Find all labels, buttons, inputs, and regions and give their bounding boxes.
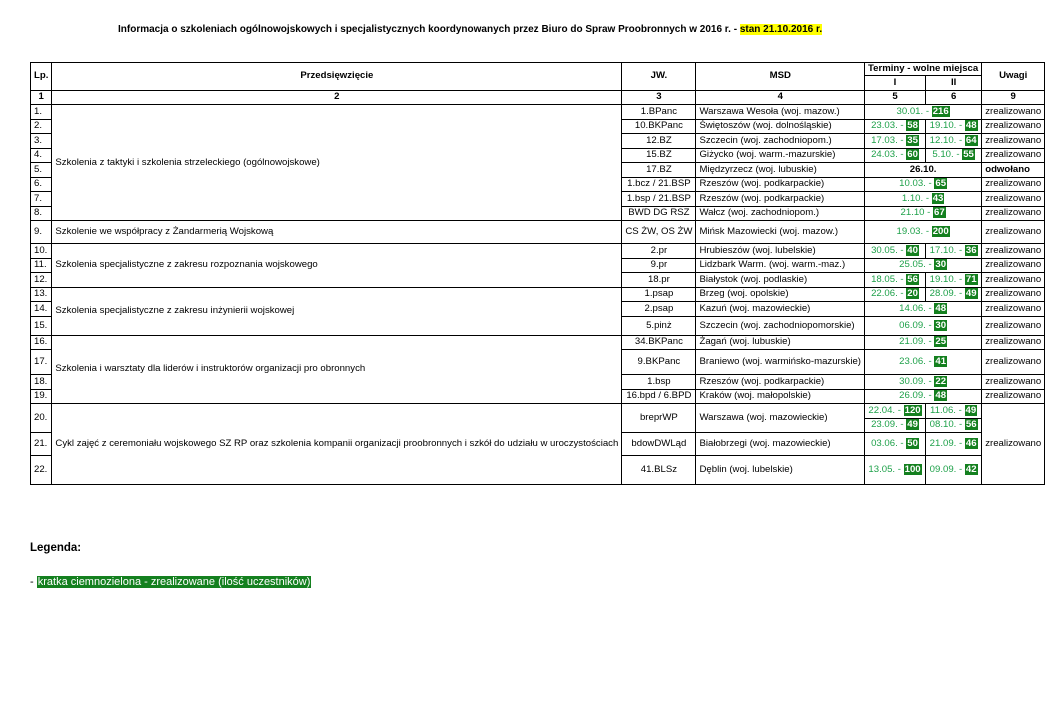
term-1-date: 25.05. -	[899, 259, 935, 271]
row-term	[865, 375, 982, 390]
row-uwagi: zrealizowano	[982, 375, 1045, 390]
term-1-date: 30.09. -	[899, 375, 935, 387]
row-term-1	[865, 119, 926, 134]
row-lp: 3.	[31, 134, 52, 149]
row-lp: 1.	[31, 105, 52, 120]
row-uwagi: zrealizowano	[982, 302, 1045, 317]
row-uwagi: zrealizowano	[982, 177, 1045, 192]
term-2-count: 64	[965, 134, 977, 146]
term-2-count: 46	[965, 438, 977, 449]
row-msd: Szczecin (woj. zachodniopomorskie)	[696, 316, 865, 335]
row-lp: 19.	[31, 389, 52, 404]
row-msd: Rzeszów (woj. podkarpackie)	[696, 177, 865, 192]
term-1-count: 40	[907, 244, 918, 256]
row-uwagi: zrealizowano	[982, 119, 1045, 134]
row-lp: 4.	[31, 148, 52, 163]
row-msd: Rzeszów (woj. podkarpackie)	[696, 375, 865, 390]
row-lp: 16.	[31, 335, 52, 350]
term-1-date: 13.05. -	[868, 464, 904, 475]
term-1-count: 65	[935, 178, 947, 190]
row-uwagi: zrealizowano	[982, 316, 1045, 335]
row-term-2	[926, 404, 982, 419]
header-uwagi: Uwagi	[982, 63, 1045, 91]
row-lp: 7.	[31, 192, 52, 207]
term-2-date: 17.10. -	[929, 244, 965, 256]
group-label: Cykl zajęć z ceremoniału wojskowego SZ RP oraz szkolenia kompanii organizacji proobronnych i szkół do udziału w uroczystościach	[52, 404, 622, 485]
row-term	[865, 177, 982, 192]
row-term-2	[926, 456, 982, 485]
term-1-date: 21.10 -	[900, 207, 934, 219]
legend-dash: -	[30, 576, 37, 588]
row-term-1	[865, 244, 926, 259]
row-lp: 21.	[31, 433, 52, 456]
term-2-count: 49	[965, 404, 977, 416]
term-1-date: 10.03. -	[899, 178, 935, 190]
row-term-1	[865, 273, 926, 288]
row-term	[865, 335, 982, 350]
row-jw: 12.BZ	[622, 134, 696, 149]
row-term	[865, 105, 982, 120]
row-lp: 9.	[31, 221, 52, 244]
row-uwagi: zrealizowano	[982, 105, 1045, 120]
row-msd: Braniewo (woj. warmińsko-mazurskie)	[696, 350, 865, 375]
row-jw: CS ŻW, OS ŻW	[622, 221, 696, 244]
row-msd: Warszawa (woj. mazowieckie)	[696, 404, 865, 433]
header-msd: MSD	[696, 63, 865, 91]
row-jw: breprWP	[622, 404, 696, 433]
legend-item	[30, 576, 311, 588]
row-jw: 9.pr	[622, 258, 696, 273]
term-2-date: 12.10. -	[929, 134, 965, 146]
row-msd: Szczecin (woj. zachodniopom.)	[696, 134, 865, 149]
term-1-count: 30	[935, 319, 947, 331]
term-1-count: 50	[907, 438, 918, 449]
term-1-date: 1.10. -	[901, 192, 932, 204]
term-1-count: 48	[935, 390, 947, 402]
term-1-count: 100	[904, 464, 921, 475]
row-lp: 6.	[31, 177, 52, 192]
row-term-2	[926, 134, 982, 149]
term-2-date: 11.06. -	[930, 404, 965, 416]
row-msd: Kraków (woj. małopolskie)	[696, 389, 865, 404]
row-msd: Dęblin (woj. lubelskie)	[696, 456, 865, 485]
row-uwagi: odwołano	[982, 163, 1045, 178]
row-lp: 2.	[31, 119, 52, 134]
term-1-count: 60	[907, 149, 918, 161]
row-term-1	[865, 404, 926, 419]
row-uwagi: zrealizowano	[982, 148, 1045, 163]
row-msd: Żagań (woj. lubuskie)	[696, 335, 865, 350]
term-2-date: 19.10. -	[929, 273, 965, 285]
row-term-1	[865, 433, 926, 456]
term-1-count: 22	[935, 375, 947, 387]
row-term	[865, 192, 982, 207]
term-1-date: 22.04. -	[868, 404, 904, 416]
row-lp: 17.	[31, 350, 52, 375]
page-title	[118, 24, 822, 35]
title-main: Informacja o szkoleniach ogólnowojskowych i specjalistycznych koordynowanych przez Biuro do Spraw Proobronnych w 2016 r. -	[118, 24, 740, 35]
term-1-date: 14.06. -	[899, 302, 935, 314]
row-term-2	[926, 273, 982, 288]
term-1-date: 23.06. -	[899, 356, 935, 367]
row-lp: 15.	[31, 316, 52, 335]
trainings-table	[30, 62, 1045, 485]
row-uwagi: zrealizowano	[982, 287, 1045, 302]
term-2-date: 19.10. -	[929, 120, 965, 132]
colnum-9: 9	[982, 90, 1045, 105]
term-2-date: 09.09. -	[929, 464, 965, 475]
row-msd: Białystok (woj. podlaskie)	[696, 273, 865, 288]
legend-green-box: kratka ciemnozielona - zrealizowane (ilość uczestników)	[37, 576, 311, 588]
row-jw: 1.psap	[622, 287, 696, 302]
row-msd: Wałcz (woj. zachodniopom.)	[696, 206, 865, 221]
row-uwagi: zrealizowano	[982, 206, 1045, 221]
row-term-2	[926, 148, 982, 163]
header-przedsiewziecie: Przedsięwzięcie	[52, 63, 622, 91]
term-1-count: 20	[907, 288, 918, 300]
term-2-count: 48	[965, 120, 977, 132]
term-1-date: 06.09. -	[899, 319, 935, 331]
row-lp: 12.	[31, 273, 52, 288]
colnum-4: 4	[696, 90, 865, 105]
row-lp: 8.	[31, 206, 52, 221]
row-term	[865, 350, 982, 375]
row-jw: 15.BZ	[622, 148, 696, 163]
term-1-date: 23.09. -	[871, 419, 907, 431]
row-msd: Świętoszów (woj. dolnośląskie)	[696, 119, 865, 134]
term-2-count: 55	[963, 149, 974, 161]
term-2-date: 08.10. -	[929, 419, 965, 431]
group-label: Szkolenia specjalistyczne z zakresu rozpoznania wojskowego	[52, 244, 622, 288]
term-2-count: 71	[965, 273, 977, 285]
term-1-date: 22.06. -	[871, 288, 907, 300]
row-term-2	[926, 244, 982, 259]
row-jw: BWD DG RSZ	[622, 206, 696, 221]
table-row	[31, 221, 1045, 244]
row-uwagi: zrealizowano	[982, 350, 1045, 375]
group-label: Szkolenia i warsztaty dla liderów i instruktorów organizacji pro obronnych	[52, 335, 622, 404]
row-lp: 5.	[31, 163, 52, 178]
row-uwagi: zrealizowano	[982, 335, 1045, 350]
term-1-count: 48	[935, 302, 947, 314]
row-msd: Lidzbark Warm. (woj. warm.-maz.)	[696, 258, 865, 273]
term-1-date: 24.03. -	[871, 149, 907, 161]
header-jw: JW.	[622, 63, 696, 91]
row-jw: 1.bsp / 21.BSP	[622, 192, 696, 207]
term-1-date: 03.06. -	[871, 438, 907, 449]
group-label: Szkolenie we współpracy z Żandarmerią Wojskową	[52, 221, 622, 244]
term-2-date: 5.10. -	[932, 149, 963, 161]
header-term-2: II	[926, 76, 982, 91]
row-term: 26.10.	[865, 163, 982, 178]
row-msd: Rzeszów (woj. podkarpackie)	[696, 192, 865, 207]
header-lp: Lp.	[31, 63, 52, 91]
term-1-count: 43	[932, 192, 944, 204]
term-1-count: 25	[935, 336, 947, 348]
colnum-1: 1	[31, 90, 52, 105]
group-label: Szkolenia specjalistyczne z zakresu inżynierii wojskowej	[52, 287, 622, 335]
row-jw: 10.BKPanc	[622, 119, 696, 134]
row-lp: 18.	[31, 375, 52, 390]
term-2-date: 28.09. -	[929, 288, 965, 300]
term-1-count: 56	[907, 273, 918, 285]
row-msd: Brzeg (woj. opolskie)	[696, 287, 865, 302]
row-term	[865, 316, 982, 335]
row-jw: 34.BKPanc	[622, 335, 696, 350]
header-terminy: Terminy - wolne miejsca	[865, 63, 982, 76]
row-msd: Międzyrzecz (woj. lubuskie)	[696, 163, 865, 178]
header-row	[31, 63, 1045, 76]
term-2-count: 49	[965, 288, 977, 300]
term-1-date: 17.03. -	[871, 134, 907, 146]
row-jw: 41.BLSz	[622, 456, 696, 485]
row-term	[865, 221, 982, 244]
row-term-2	[926, 287, 982, 302]
row-jw: bdowDWLąd	[622, 433, 696, 456]
term-2-count: 36	[965, 244, 977, 256]
table-row	[31, 287, 1045, 302]
row-term-1	[865, 418, 926, 433]
term-1-count: 35	[907, 134, 918, 146]
colnum-2: 2	[52, 90, 622, 105]
row-uwagi: zrealizowano	[982, 134, 1045, 149]
term-1-count: 67	[934, 207, 945, 219]
row-msd: Kazuń (woj. mazowieckie)	[696, 302, 865, 317]
row-term	[865, 206, 982, 221]
table-row	[31, 244, 1045, 259]
row-lp: 22.	[31, 456, 52, 485]
colnum-3: 3	[622, 90, 696, 105]
term-1-date: 21.09. -	[899, 336, 935, 348]
term-1-count: 49	[907, 419, 918, 431]
row-jw: 16.bpd / 6.BPD	[622, 389, 696, 404]
term-1-date: 23.03. -	[871, 120, 907, 132]
row-lp: 13.	[31, 287, 52, 302]
row-jw: 18.pr	[622, 273, 696, 288]
row-lp: 20.	[31, 404, 52, 433]
term-1-count: 58	[907, 120, 918, 132]
table-row	[31, 105, 1045, 120]
row-term-1	[865, 134, 926, 149]
term-2-date: 21.09. -	[929, 438, 965, 449]
term-1-date: 30.01. -	[896, 105, 932, 117]
row-uwagi: zrealizowano	[982, 244, 1045, 259]
row-term-2	[926, 119, 982, 134]
group-label: Szkolenia z taktyki i szkolenia strzeleckiego (ogólnowojskowe)	[52, 105, 622, 221]
row-term-2	[926, 418, 982, 433]
row-uwagi: zrealizowano	[982, 258, 1045, 273]
table-row	[31, 335, 1045, 350]
row-msd: Hrubieszów (woj. lubelskie)	[696, 244, 865, 259]
row-uwagi: zrealizowano	[982, 192, 1045, 207]
row-jw: 1.bsp	[622, 375, 696, 390]
column-numbers-row	[31, 90, 1045, 105]
colnum-6: 6	[926, 90, 982, 105]
legend-title: Legenda:	[30, 542, 82, 554]
term-2-count: 56	[965, 419, 977, 431]
title-status: stan 21.10.2016 r.	[739, 24, 823, 35]
row-term-1	[865, 148, 926, 163]
row-msd: Mińsk Mazowiecki (woj. mazow.)	[696, 221, 865, 244]
row-term	[865, 302, 982, 317]
row-msd: Giżycko (woj. warm.-mazurskie)	[696, 148, 865, 163]
row-uwagi: zrealizowano	[982, 273, 1045, 288]
term-1-count: 200	[932, 226, 949, 237]
row-lp: 10.	[31, 244, 52, 259]
row-term-1	[865, 456, 926, 485]
term-1-date: 30.05. -	[871, 244, 907, 256]
row-jw: 9.BKPanc	[622, 350, 696, 375]
row-uwagi: zrealizowano	[982, 389, 1045, 404]
row-term-1	[865, 287, 926, 302]
term-1-date: 18.05. -	[871, 273, 907, 285]
table-row	[31, 404, 1045, 419]
row-lp: 14.	[31, 302, 52, 317]
row-jw: 2.psap	[622, 302, 696, 317]
term-1-date: 19.03. -	[896, 226, 932, 237]
row-jw: 1.BPanc	[622, 105, 696, 120]
row-msd: Warszawa Wesoła (woj. mazow.)	[696, 105, 865, 120]
row-jw: 1.bcz / 21.BSP	[622, 177, 696, 192]
term-1-count: 41	[935, 356, 947, 367]
term-1-date: 26.09. -	[899, 390, 935, 402]
term-2-count: 42	[965, 464, 977, 475]
colnum-5: 5	[865, 90, 926, 105]
row-jw: 2.pr	[622, 244, 696, 259]
row-msd: Białobrzegi (woj. mazowieckie)	[696, 433, 865, 456]
row-lp: 11.	[31, 258, 52, 273]
term-1-count: 216	[932, 105, 949, 117]
header-term-1: I	[865, 76, 926, 91]
row-term	[865, 389, 982, 404]
row-uwagi-group: zrealizowano	[982, 404, 1045, 485]
row-jw: 17.BZ	[622, 163, 696, 178]
row-term-2	[926, 433, 982, 456]
row-jw: 5.pinż	[622, 316, 696, 335]
row-uwagi: zrealizowano	[982, 221, 1045, 244]
term-1-count: 120	[904, 404, 921, 416]
term-1-count: 30	[935, 259, 947, 271]
row-term	[865, 258, 982, 273]
